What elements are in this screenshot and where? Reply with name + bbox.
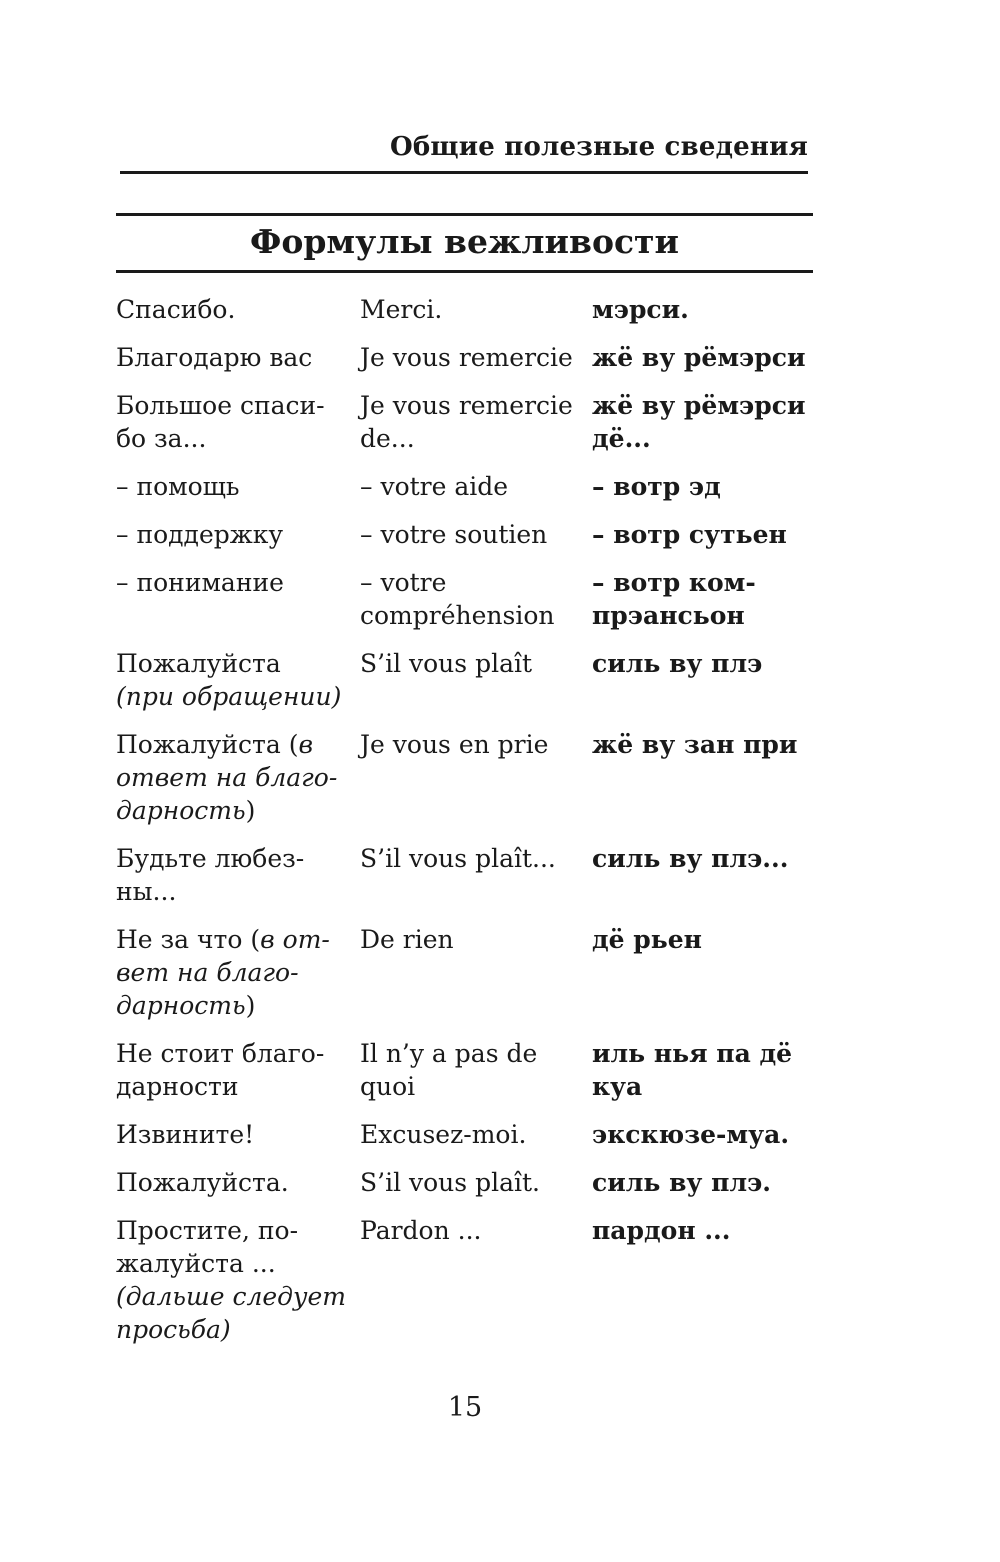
french-text: de... — [360, 424, 415, 453]
russian-text: жалуйста ... — [116, 1249, 276, 1278]
transcription — [592, 566, 816, 632]
russian-phrase — [116, 341, 360, 374]
french-phrase — [360, 389, 592, 455]
french-text: S’il vous plaît... — [360, 844, 556, 873]
russian-phrase — [116, 293, 360, 326]
transcription — [592, 1037, 816, 1103]
usage-note: в — [298, 730, 314, 759]
russian-phrase — [116, 842, 360, 908]
transcription-text: иль нья па дё — [592, 1039, 793, 1068]
french-text: S’il vous plaît — [360, 649, 533, 678]
transcription-text: силь ву плэ... — [592, 844, 789, 873]
french-phrase — [360, 842, 592, 908]
french-text: Je vous remercie — [360, 343, 573, 372]
phrase-row — [116, 470, 816, 503]
page-number: 15 — [447, 1392, 483, 1423]
phrase-row — [116, 647, 816, 713]
usage-note: (при обращении) — [116, 682, 342, 711]
transcription — [592, 923, 816, 1022]
french-phrase — [360, 1037, 592, 1103]
french-text: De rien — [360, 925, 454, 954]
transcription-text: прэансьон — [592, 601, 745, 630]
russian-text: Спасибо. — [116, 295, 236, 324]
french-text: – votre — [360, 568, 447, 597]
french-text: Pardon ... — [360, 1216, 482, 1245]
phrase-row — [116, 518, 816, 551]
french-text: Je vous remercie — [360, 391, 573, 420]
transcription-text: экскюзе-муа. — [592, 1120, 790, 1149]
french-phrase — [360, 341, 592, 374]
russian-phrase — [116, 1214, 360, 1346]
phrase-row — [116, 389, 816, 455]
phrase-row — [116, 923, 816, 1022]
russian-text: – поддержку — [116, 520, 284, 549]
russian-text: Пожалуйста — [116, 649, 281, 678]
french-text: Il n’y a pas de — [360, 1039, 538, 1068]
transcription — [592, 647, 816, 713]
running-head: Общие полезные сведения — [390, 132, 808, 162]
transcription-text: силь ву плэ. — [592, 1168, 771, 1197]
transcription-text: – вотр сутьен — [592, 520, 787, 549]
french-text: Excusez-moi. — [360, 1120, 527, 1149]
transcription-text: дё рьен — [592, 925, 702, 954]
usage-note: ответ на благо- — [116, 763, 338, 792]
closing-paren: ) — [245, 796, 256, 825]
transcription — [592, 293, 816, 326]
russian-text: Большое спаси- — [116, 391, 325, 420]
french-phrase — [360, 923, 592, 1022]
russian-text: Пожалуйста ( — [116, 730, 299, 759]
usage-note: (дальше следует — [116, 1282, 347, 1311]
transcription-text: дё... — [592, 424, 651, 453]
russian-text: Не за что ( — [116, 925, 261, 954]
russian-phrase — [116, 1166, 360, 1199]
phrase-row — [116, 293, 816, 326]
transcription — [592, 842, 816, 908]
french-text: Merci. — [360, 295, 443, 324]
russian-phrase — [116, 1118, 360, 1151]
french-phrase — [360, 293, 592, 326]
russian-phrase — [116, 566, 360, 632]
transcription — [592, 341, 816, 374]
russian-text: Простите, по- — [116, 1216, 299, 1245]
transcription-text: пардон ... — [592, 1216, 731, 1245]
title-rule-bottom — [116, 270, 813, 273]
header-rule — [120, 171, 808, 174]
transcription — [592, 518, 816, 551]
russian-phrase — [116, 728, 360, 827]
transcription — [592, 728, 816, 827]
french-text: quoi — [360, 1072, 416, 1101]
french-text: S’il vous plaît. — [360, 1168, 540, 1197]
french-phrase — [360, 566, 592, 632]
russian-phrase — [116, 1037, 360, 1103]
russian-phrase — [116, 518, 360, 551]
french-phrase — [360, 470, 592, 503]
french-text: – votre aide — [360, 472, 509, 501]
usage-note: дарность — [116, 991, 246, 1020]
closing-paren: ) — [245, 991, 256, 1020]
russian-phrase — [116, 923, 360, 1022]
transcription-text: жё ву рёмэрси — [592, 391, 806, 420]
usage-note: дарность — [116, 796, 246, 825]
transcription-text: жё ву зан при — [592, 730, 798, 759]
phrase-row — [116, 1118, 816, 1151]
usage-note: вет на благо- — [116, 958, 299, 987]
french-text: – votre soutien — [360, 520, 548, 549]
transcription-text: – вотр эд — [592, 472, 721, 501]
phrase-row — [116, 1037, 816, 1103]
russian-phrase — [116, 647, 360, 713]
french-text: compréhension — [360, 601, 555, 630]
title-rule-top — [116, 213, 813, 216]
french-phrase — [360, 1214, 592, 1346]
russian-text: бо за... — [116, 424, 207, 453]
section-title: Формулы вежливости — [250, 222, 679, 261]
french-phrase — [360, 1166, 592, 1199]
french-phrase — [360, 1118, 592, 1151]
transcription — [592, 1118, 816, 1151]
russian-text: дарности — [116, 1072, 239, 1101]
russian-phrase — [116, 389, 360, 455]
transcription — [592, 470, 816, 503]
phrase-table — [116, 293, 816, 1361]
russian-text: – понимание — [116, 568, 284, 597]
phrase-row — [116, 566, 816, 632]
phrase-row — [116, 842, 816, 908]
russian-text: ны... — [116, 877, 177, 906]
russian-text: Будьте любез- — [116, 844, 305, 873]
french-phrase — [360, 728, 592, 827]
russian-text: Благодарю вас — [116, 343, 313, 372]
phrase-row — [116, 341, 816, 374]
french-phrase — [360, 647, 592, 713]
transcription-text: силь ву плэ — [592, 649, 763, 678]
russian-text: Пожалуйста. — [116, 1168, 289, 1197]
usage-note: просьба) — [116, 1315, 231, 1344]
transcription-text: – вотр ком- — [592, 568, 756, 597]
phrase-row — [116, 1214, 816, 1346]
russian-phrase — [116, 470, 360, 503]
transcription-text: мэрси. — [592, 295, 689, 324]
french-phrase — [360, 518, 592, 551]
phrase-row — [116, 728, 816, 827]
russian-text: Извините! — [116, 1120, 255, 1149]
usage-note: в от- — [260, 925, 330, 954]
transcription — [592, 1214, 816, 1346]
russian-text: – помощь — [116, 472, 240, 501]
transcription — [592, 1166, 816, 1199]
transcription-text: жё ву рёмэрси — [592, 343, 806, 372]
transcription-text: куа — [592, 1072, 643, 1101]
phrase-row — [116, 1166, 816, 1199]
french-text: Je vous en prie — [360, 730, 549, 759]
russian-text: Не стоит благо- — [116, 1039, 325, 1068]
transcription — [592, 389, 816, 455]
